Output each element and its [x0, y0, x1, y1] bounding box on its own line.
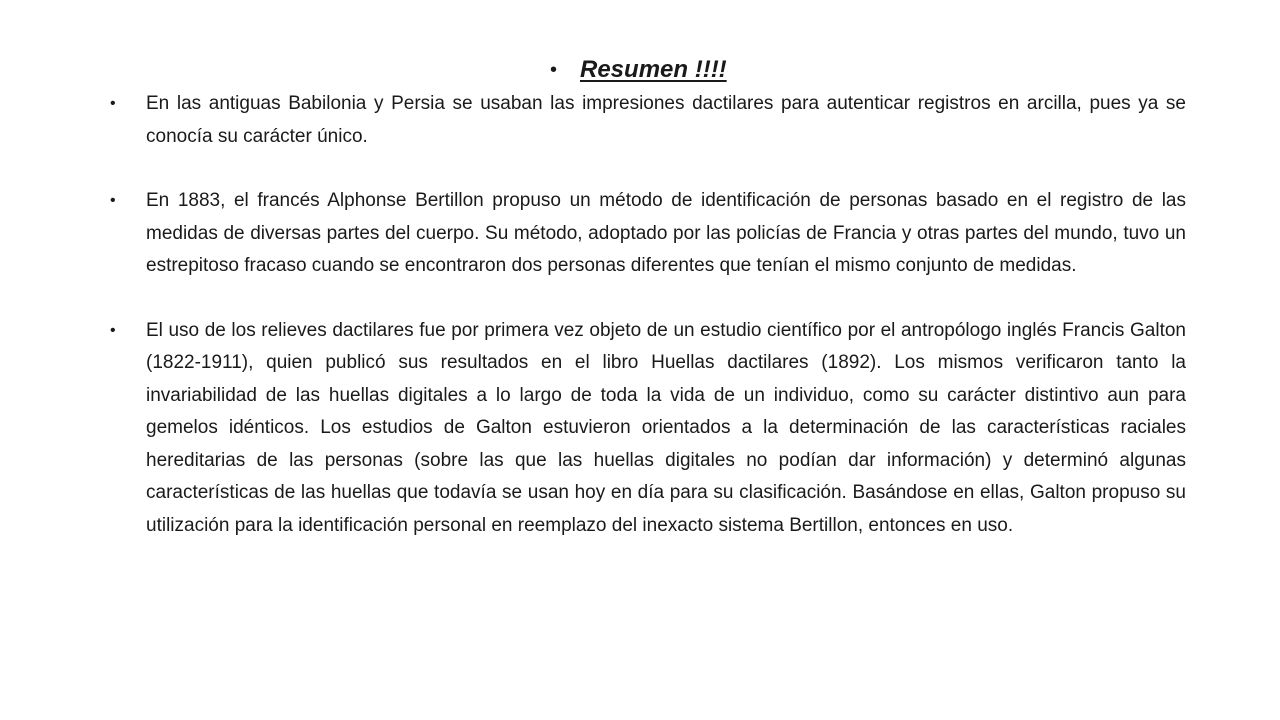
bullet-item [110, 88, 1186, 153]
title-row [0, 53, 1280, 89]
bullet-item [110, 315, 1186, 543]
slide-title: Resumen !!!! [580, 56, 727, 83]
bullet-icon: • [110, 321, 116, 339]
bullet-text: En 1883, el francés Alphonse Bertillon propuso un método de identificación de personas basado en el registro de las medidas de diversas partes del cuerpo. Su método, adoptado por las policías de Francia y otras partes del mundo, tuvo un estrepitoso fracaso cuando se encontraron dos personas diferentes que tenían el mismo conjunto de medidas. [146, 190, 1186, 276]
bullet-text: En las antiguas Babilonia y Persia se usaban las impresiones dactilares para autenticar registros en arcilla, pues ya se conocía su carácter único. [146, 93, 1186, 147]
bullet-icon: • [110, 192, 116, 209]
bullet-icon: • [550, 59, 558, 81]
bullet-item [110, 185, 1186, 283]
bullet-icon: • [110, 95, 116, 112]
bullet-list [110, 88, 1186, 574]
bullet-text: El uso de los relieves dactilares fue por primera vez objeto de un estudio científico por el antropólogo inglés Francis Galton (1822-1911), quien publicó sus resultados en el libro Huellas dactilares (1892). Los mismos verificaron tanto la invariabilidad de las huellas digitales a lo largo de toda la vida de un individuo, como su carácter distintivo aun para gemelos idénticos. Los estudios de Galton estuvieron orientados a la determinación de las características raciales hereditarias de las personas (sobre las que las huellas digitales no podían dar información) y determinó algunas características de las huellas que todavía se usan hoy en día para su clasificación. Basándose en ellas, Galton propuso su utilización para la identificación personal en reemplazo del inexacto sistema Bertillon, entonces en uso. [146, 319, 1186, 536]
